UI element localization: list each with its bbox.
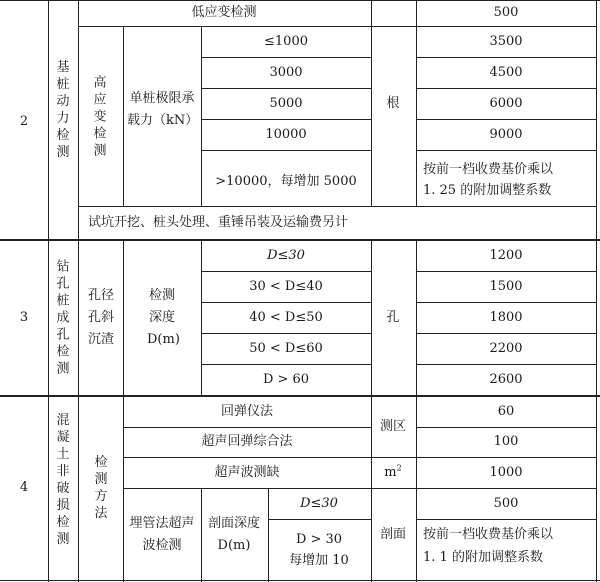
method-item: 超声波测缺 [214, 465, 280, 480]
row-line [123, 427, 371, 428]
category-label: 混凝土非破损检测 [56, 413, 70, 547]
col-divider-unit-left [371, 0, 372, 206]
fee-value: 1000 [489, 465, 523, 480]
row-line [416, 271, 596, 272]
col-divider-unit-left [371, 240, 372, 396]
row-line [416, 150, 596, 151]
col-divider-method [123, 397, 124, 582]
fee-note-line2: 1. 25 的附加调整系数 [423, 183, 552, 198]
category-label: 基桩动力检测 [56, 60, 70, 160]
condition-cell: >10000，每增加 5000 [215, 174, 357, 189]
fee-value: 100 [493, 434, 519, 449]
fee-value: 9000 [489, 127, 523, 142]
unit-label: 剖面 [379, 527, 407, 542]
item-label: 低应变检测 [191, 5, 257, 20]
row-number: 2 [19, 114, 29, 129]
unit-label: $m^2$ [384, 463, 402, 480]
fee-value: 3500 [489, 34, 523, 49]
condition-cell: D > 60 [262, 372, 310, 387]
row-line [416, 88, 596, 89]
fee-value: 60 [497, 404, 515, 419]
category-label: 钻孔桩成孔检测 [56, 259, 70, 377]
condition-cell: D > 30 [295, 532, 343, 547]
item-label: 孔径孔斜沉渣 [87, 288, 114, 347]
col-divider-unit-left [371, 397, 372, 582]
condition-cell: ≤1000 [264, 34, 308, 49]
unit-label: 根 [386, 96, 400, 111]
condition-cell: 10000 [265, 127, 307, 142]
row-line [201, 364, 371, 365]
row-line [0, 0, 600, 1]
fee-value: 2600 [489, 372, 523, 387]
condition-cell: D≤30 [300, 496, 338, 511]
table-border-right [596, 0, 597, 582]
method-item: 回弹仪法 [220, 404, 274, 419]
condition-cell: 40 < D≤50 [249, 310, 323, 325]
condition-cell: D≤30 [267, 248, 305, 263]
row-line [123, 457, 371, 458]
condition-cell: 30 < D≤40 [249, 279, 323, 294]
row-line [201, 150, 371, 151]
row-line [416, 427, 596, 428]
condition-cell: 每增加 10 [289, 553, 349, 568]
col-divider-param [201, 26, 202, 206]
fee-value: 1200 [489, 248, 523, 263]
fee-note-line2: 1. 1 的附加调整系数 [423, 550, 543, 565]
method-item: 超声回弹综合法 [201, 434, 293, 449]
unit-label: 测区 [379, 419, 407, 434]
condition-cell: 3000 [269, 65, 303, 80]
param-label: 检测深度D(m) [147, 288, 180, 347]
row-number: 4 [19, 480, 29, 495]
row-line [416, 333, 596, 334]
row-line [78, 26, 596, 27]
fee-value: 1500 [489, 279, 523, 294]
row-number: 3 [19, 310, 29, 325]
row-line [201, 302, 371, 303]
section-separator [0, 395, 600, 397]
row-line [416, 519, 596, 520]
fee-value: 4500 [489, 65, 523, 80]
fee-value: 2200 [489, 341, 523, 356]
col-divider-unit-right [416, 0, 417, 206]
col-divider-unit-right [416, 397, 417, 582]
col-divider-item [123, 240, 124, 396]
condition-cell: 50 < D≤60 [249, 341, 323, 356]
table-border-category [78, 0, 79, 582]
col-divider-pipe [201, 489, 202, 582]
col-divider-item [123, 26, 124, 206]
item-label: 高应变检测 [93, 75, 107, 159]
row-line [416, 57, 596, 58]
section-note: 试坑开挖、桩头处理、重锤吊装及运输费另计 [88, 215, 349, 230]
pipe-method-label: 埋管法超声波检测 [129, 516, 195, 553]
fee-note-line1: 按前一档收费基价乘以 [423, 162, 554, 177]
row-line [268, 519, 371, 520]
row-line [78, 206, 596, 207]
method-label: 检测方法 [94, 455, 108, 521]
section-separator [0, 239, 600, 241]
row-line [201, 88, 371, 89]
row-line [416, 119, 596, 120]
row-line [371, 457, 596, 458]
table-bottom [0, 580, 600, 581]
fee-note-line1: 按前一档收费基价乘以 [423, 527, 554, 542]
col-divider-param [201, 240, 202, 396]
depth-label: 剖面深度 D(m) [207, 516, 260, 553]
fee-value: 6000 [489, 96, 523, 111]
col-divider-depth [268, 489, 269, 582]
condition-cell: 5000 [269, 96, 303, 111]
unit-label: 孔 [386, 310, 400, 325]
fee-value: 500 [493, 496, 519, 511]
row-line [201, 119, 371, 120]
table-border-left [48, 0, 49, 582]
row-line [201, 271, 371, 272]
row-line [201, 333, 371, 334]
row-line [123, 488, 596, 489]
fee-value: 500 [493, 5, 519, 20]
param-label: 单桩极限承载力（kN） [127, 91, 199, 128]
fee-value: 1800 [489, 310, 523, 325]
col-divider-unit-right [416, 240, 417, 396]
row-line [201, 57, 371, 58]
row-line [416, 302, 596, 303]
row-line [416, 364, 596, 365]
